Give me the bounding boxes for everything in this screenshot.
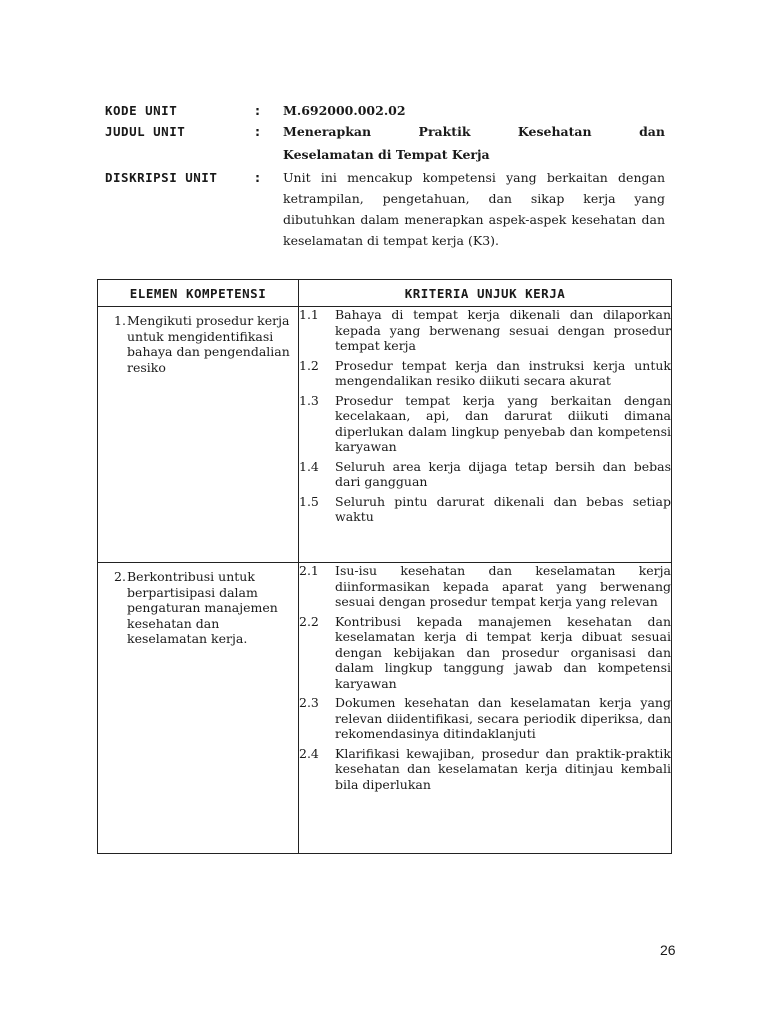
judul-unit-value-line1: Menerapkan Praktik Kesehatan dan bbox=[283, 124, 665, 139]
table-row bbox=[98, 307, 672, 563]
criterion: 1.2 Prosedur tempat kerja dan instruksi kerja untuk mengendalikan resiko diikuti secara akurat bbox=[299, 357, 671, 388]
deskripsi-unit-label: DISKRIPSI UNIT bbox=[105, 170, 218, 185]
criteria-cell bbox=[299, 563, 672, 854]
criterion: 1.1 Bahaya di tempat kerja dikenali dan dilaporkan kepada yang berwenang sesuai dengan prosedur tempat kerja bbox=[299, 307, 671, 353]
element-number: 2. bbox=[114, 569, 126, 584]
criterion: 1.3 Prosedur tempat kerja yang berkaitan dengan kecelakaan, api, dan darurat diikuti dimana diperlukan dalam lingkup penyebab dan kompetensi karyawan bbox=[299, 392, 671, 454]
criterion: 2.3 Dokumen kesehatan dan keselamatan kerja yang relevan diidentifikasi, secara periodik diperiksa, dan rekomendasinya ditindaklanjuti bbox=[299, 695, 671, 741]
col-header-elemen: ELEMEN KOMPETENSI bbox=[98, 280, 299, 307]
table-row bbox=[98, 563, 672, 854]
kode-unit-row bbox=[105, 100, 665, 121]
colon: : bbox=[255, 103, 260, 118]
deskripsi-unit-value: Unit ini mencakup kompetensi yang berkaitan dengan ketrampilan, pengetahuan, dan sikap kerja yang dibutuhkan dalam menerapkan aspek-aspek kesehatan dan keselamatan di tempat kerja (K3). bbox=[283, 170, 665, 248]
judul-unit-row-2 bbox=[105, 144, 665, 165]
criteria-cell bbox=[299, 307, 672, 563]
kode-unit-label: KODE UNIT bbox=[105, 103, 178, 118]
col-header-kriteria: KRITERIA UNJUK KERJA bbox=[299, 280, 672, 307]
element-text: Mengikuti prosedur kerja untuk mengidentifikasi bahaya dan pengendalian resiko bbox=[127, 313, 290, 375]
table-header-row bbox=[98, 280, 672, 307]
element-text: Berkontribusi untuk berpartisipasi dalam pengaturan manajemen kesehatan dan keselamatan kerja. bbox=[127, 569, 278, 646]
deskripsi-unit-row bbox=[105, 167, 665, 251]
colon: : bbox=[255, 170, 260, 185]
judul-unit-row bbox=[105, 121, 665, 142]
unit-header bbox=[105, 100, 665, 251]
page-number: 26 bbox=[660, 942, 676, 958]
criterion: 1.5 Seluruh pintu darurat dikenali dan bebas setiap waktu bbox=[299, 493, 671, 524]
element-cell bbox=[98, 563, 299, 854]
element-number: 1. bbox=[114, 313, 126, 328]
criterion: 1.4 Seluruh area kerja dijaga tetap bersih dan bebas dari gangguan bbox=[299, 458, 671, 489]
element-cell bbox=[98, 307, 299, 563]
kode-unit-value: M.692000.002.02 bbox=[283, 103, 406, 118]
competency-table bbox=[97, 279, 672, 854]
judul-unit-value-line2: Keselamatan di Tempat Kerja bbox=[283, 147, 490, 162]
criterion: 2.2 Kontribusi kepada manajemen kesehatan dan keselamatan kerja di tempat kerja dibuat sesuai dengan kebijakan dan prosedur organisasi dan dalam lingkup tanggung jawab dan kompetensi karyawan bbox=[299, 613, 671, 691]
colon: : bbox=[255, 124, 260, 139]
criterion: 2.4 Klarifikasi kewajiban, prosedur dan praktik-praktik kesehatan dan keselamatan kerja ditinjau kembali bila diperlukan bbox=[299, 745, 671, 792]
criterion: 2.1 Isu-isu kesehatan dan keselamatan kerja diinformasikan kepada aparat yang berwenang sesuai dengan prosedur tempat kerja yang relevan bbox=[299, 563, 671, 609]
judul-unit-label: JUDUL UNIT bbox=[105, 124, 186, 139]
